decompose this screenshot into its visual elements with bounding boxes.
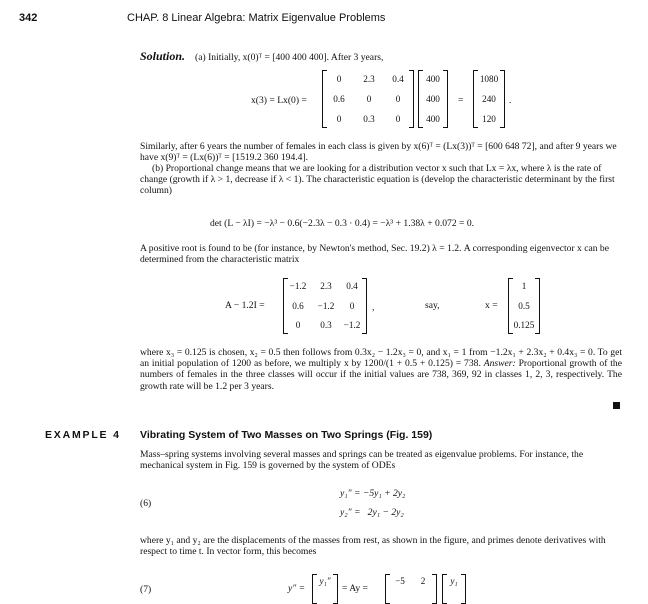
vector-cell: 400 xyxy=(426,114,440,124)
matrix-cell: 0.3 xyxy=(320,320,332,330)
eq2-lhs: A − 1.2I = xyxy=(225,300,265,311)
solution-label: Solution. xyxy=(140,49,186,63)
characteristic-equation: det (L − λI) = −λ³ − 0.6(−2.3λ − 0.3 · 0.4) = −λ³ + 1.38λ + 0.072 = 0. xyxy=(210,218,475,229)
matrix-cell: 0 xyxy=(336,74,342,84)
ode-line-2: y₂″ = 2y₁ − 2y₂ xyxy=(340,507,404,518)
matrix-cell: 2.3 xyxy=(320,281,332,291)
paragraph-displacements: where y₁ and y₂ are the displacements of the masses from rest, as shown in the figure, and primes denote derivatives with respect to time t. In vector form, this becomes xyxy=(140,535,606,558)
paragraph-similarly: Similarly, after 6 years the number of females in each class is given by x(6)ᵀ = (Lx(3))ᵀ = [600 648 72], and after 9 years we have x(9)ᵀ = (Lx(6))ᵀ = [1519.2 360 194.4]. xyxy=(140,141,617,164)
matrix-cell: 0.4 xyxy=(392,74,404,84)
matrix-cell: 2 xyxy=(420,576,426,586)
vector-cell: 0.125 xyxy=(513,320,535,330)
matrix-cell: 0.6 xyxy=(333,94,345,104)
matrix-cell: 0 xyxy=(395,94,401,104)
L-matrix xyxy=(322,70,414,128)
matrix-cell: 0 xyxy=(336,114,342,124)
matrix-cell: 0 xyxy=(349,301,355,311)
paragraph-part-b: (b) Proportional change means that we are looking for a distribution vector x such that Lx = λx, where λ is the rate of change (growth if λ > 1, decrease if λ < 1). The characteristic equation is (develop the characteristic determinant by the first column) xyxy=(140,163,615,197)
vector-cell: 400 xyxy=(426,94,440,104)
period: . xyxy=(509,95,512,106)
eq1-lhs: x(3) = Lx(0) = xyxy=(251,95,307,106)
equals-sign: = xyxy=(458,95,464,106)
bracket-left xyxy=(385,574,390,604)
end-of-proof-square xyxy=(613,402,620,409)
comma: , xyxy=(372,302,375,313)
chapter-heading: CHAP. 8 Linear Algebra: Matrix Eigenvalue Problems xyxy=(127,12,386,24)
eq7-y-rvector xyxy=(442,574,466,604)
matrix-cell: 0.6 xyxy=(292,301,304,311)
solution-intro xyxy=(140,47,383,65)
paragraph-where xyxy=(140,347,622,392)
x-eigenvector xyxy=(508,278,540,334)
matrix-cell: 0.4 xyxy=(346,281,358,291)
eq7-y-vector xyxy=(312,574,338,604)
matrix-cell: 0 xyxy=(366,94,372,104)
vector-cell: y₁ xyxy=(450,576,458,586)
vector-cell: 1 xyxy=(521,281,527,291)
matrix-cell: −5 xyxy=(395,576,405,586)
example-title: Vibrating System of Two Masses on Two Springs (Fig. 159) xyxy=(140,429,433,441)
ode-line-1: y₁″ = −5y₁ + 2y₂ xyxy=(340,488,406,499)
bracket-right xyxy=(409,70,414,128)
where-text: where x₃ = 0.125 is chosen, x₂ = 0.5 then follows from 0.3x₂ − 1.2x₃ = 0, and x₁ = 1 from −1.2x₁ + 2.3x₂ + 0.4x₃ = 0. To get an initial population of 1200 as before, we multiply x by 1200/(1 + 0.5 + 0.125) = 738. xyxy=(140,347,622,370)
answer-label: Answer: xyxy=(483,358,516,370)
matrix-cell: −1.2 xyxy=(343,320,361,330)
vector-cell: 120 xyxy=(482,114,496,124)
matrix-cell: 0 xyxy=(395,114,401,124)
example-label: EXAMPLE 4 xyxy=(45,429,121,441)
say-word: say, xyxy=(425,300,440,311)
eq7-mid: = Ay = xyxy=(342,583,368,594)
matrix-cell: 2.3 xyxy=(363,74,375,84)
paragraph-root: A positive root is found to be (for instance, by Newton's method, Sec. 19.2) λ = 1.2. A corresponding eigenvector x can be determined from the characteristic matrix xyxy=(140,243,609,266)
matrix-cell: −1.2 xyxy=(289,281,307,291)
matrix-cell: −1.2 xyxy=(317,301,335,311)
result-vector xyxy=(473,70,505,128)
eq-number-6: (6) xyxy=(140,498,152,509)
part-a-intro: (a) Initially, x(0)ᵀ = [400 400 400]. After 3 years, xyxy=(195,52,384,63)
A-matrix xyxy=(283,278,367,334)
eq-number-7: (7) xyxy=(140,584,152,595)
answer-text: Proportional growth of the numbers of females in the three classes will occur if the initial values are 738, 369, 92 in classes 1, 2, 3, respectively. The growth rate will be 1.2 per 3 years. xyxy=(140,358,622,392)
example-intro: Mass–spring systems involving several masses and springs can be treated as eigenvalue problems. For instance, the mechanical system in Fig. 159 is governed by the system of ODEs xyxy=(140,449,584,472)
x0-vector xyxy=(418,70,448,128)
eq7-A-matrix xyxy=(385,574,437,604)
page-number: 342 xyxy=(19,12,38,24)
x-equals: x = xyxy=(485,300,498,311)
vector-cell: 1080 xyxy=(479,74,499,84)
vector-cell: y₁″ xyxy=(319,576,331,586)
bracket-left xyxy=(322,70,327,128)
vector-cell: 400 xyxy=(426,74,440,84)
eq7-lhs: y″ = xyxy=(288,583,306,594)
vector-cell: 0.5 xyxy=(518,301,530,311)
vector-cell: 240 xyxy=(482,94,496,104)
matrix-cell: 0 xyxy=(295,320,301,330)
bracket-right xyxy=(432,574,437,604)
matrix-cell: 0.3 xyxy=(363,114,375,124)
